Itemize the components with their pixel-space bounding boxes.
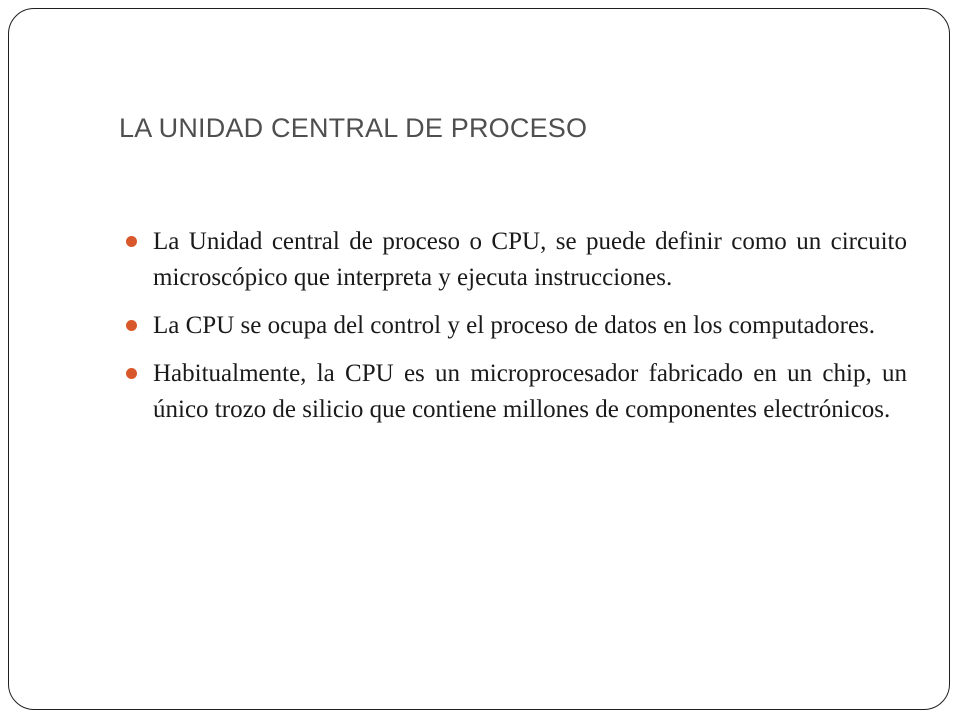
bullet-item-3	[125, 356, 907, 428]
bullet-text-2: La CPU se ocupa del control y el proceso de datos en los computadores.	[153, 312, 876, 339]
bullet-list	[125, 224, 907, 440]
slide-frame	[8, 8, 950, 710]
circle-bullet-icon	[126, 236, 137, 247]
bullet-text-1: La Unidad central de proceso o CPU, se puede definir como un circuito microscópico que interpreta y ejecuta instrucciones.	[153, 228, 907, 291]
circle-bullet-icon	[126, 368, 137, 379]
bullet-item-1	[125, 224, 907, 296]
circle-bullet-icon	[126, 320, 137, 331]
slide-title: LA UNIDAD CENTRAL DE PROCESO	[119, 113, 588, 143]
bullet-item-2	[125, 308, 907, 344]
bullet-text-3: Habitualmente, la CPU es un microprocesador fabricado en un chip, un único trozo de silicio que contiene millones de componentes electrónicos.	[153, 360, 907, 423]
